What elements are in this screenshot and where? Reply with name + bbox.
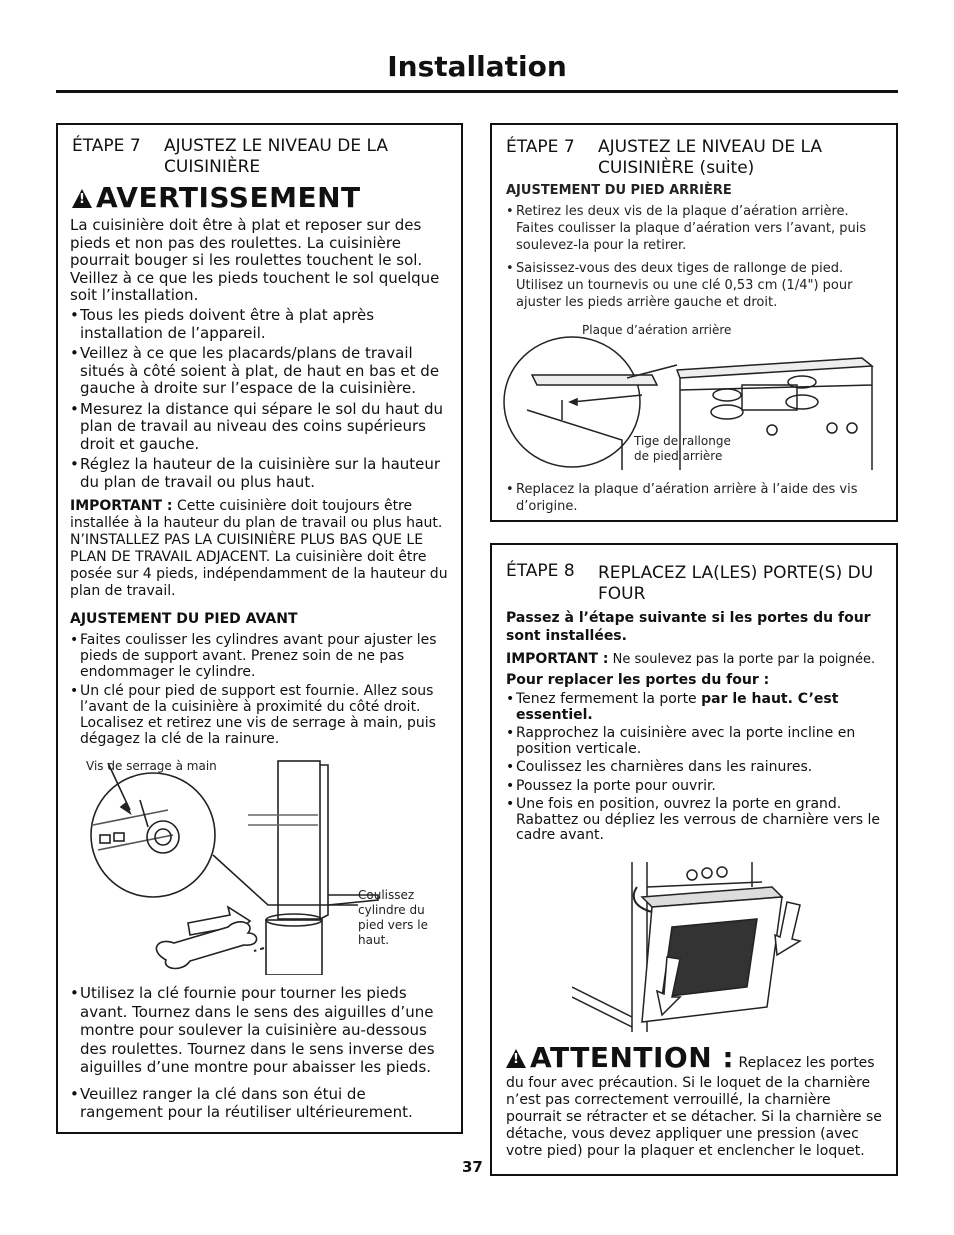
intro-text: La cuisinière doit être à plat et reposer sur des pieds et non pas des roulettes. La cuisinière pourrait bouger si les roulettes touchent le sol. Veillez à ce que les pieds touchent le sol quelque soit l’installation.	[70, 216, 440, 304]
list-item: • Veillez à ce que les placards/plans de travail situés à côté soient à plat, de haut en bas et de gauche à droite sur l’espace de la cuisinière.	[70, 345, 452, 398]
important-text: Cette cuisinière doit toujours être installée à la hauteur du plan de travail ou plus haut. N’INSTALLEZ PAS LA CUISINIÈRE PLUS BAS QUE LE PLAN DE TRAVAIL ADJACENT. La cuisinière doit être posée sur 4 pieds, indépendamment de la hauteur du plan de travail.	[70, 498, 448, 599]
step7-left-panel	[56, 123, 463, 1134]
step-number: ÉTAPE 7	[72, 136, 141, 156]
front-bullet-list	[70, 632, 452, 747]
warning-heading	[72, 181, 361, 214]
oven-door-illustration	[572, 857, 822, 1032]
list-item: • Coulissez les charnières dans les rainures.	[506, 760, 888, 776]
warning-icon	[72, 189, 92, 208]
rear-foot-subhead: AJUSTEMENT DU PIED ARRIÈRE	[506, 183, 732, 198]
important-label: IMPORTANT :	[506, 651, 609, 667]
door-bullet-list	[506, 692, 888, 844]
list-item	[506, 692, 888, 723]
list-item: • Tous les pieds doivent être à plat après installation de l’appareil.	[70, 307, 452, 342]
bullet-text: Tenez fermement la porte	[516, 691, 702, 707]
step-title: AJUSTEZ LE NIVEAU DE LA CUISINIÈRE (suite)	[598, 137, 822, 178]
bullet-list	[70, 307, 452, 491]
page-number: 37	[462, 1158, 483, 1176]
rear-bullet-list	[506, 203, 888, 311]
list-item: • Réglez la hauteur de la cuisinière sur la hauteur du plan de travail ou plus haut.	[70, 456, 452, 491]
step-title: REPLACEZ LA(LES) PORTE(S) DU FOUR	[598, 563, 874, 604]
attention-title: ATTENTION :	[530, 1041, 735, 1074]
list-item: • Mesurez la distance qui sépare le sol du haut du plan de travail au niveau des coins supérieurs droit et gauche.	[70, 401, 452, 454]
list-item: • Replacez la plaque d’aération arrière à l’aide des vis d’origine.	[506, 481, 888, 515]
front-foot-subhead: AJUSTEMENT DU PIED AVANT	[70, 611, 298, 627]
important-note	[506, 651, 886, 668]
front-foot-illustration	[78, 755, 448, 975]
warning-title: AVERTISSEMENT	[96, 181, 361, 214]
list-item: • Utilisez la clé fournie pour tourner les pieds avant. Tournez dans le sens des aiguilles d’une montre pour soulever la cuisinière au-dessous des roulettes. Tournez dans le sens inverse des aiguilles d’une montre pour abaisser les pieds.	[70, 984, 452, 1077]
step-number: ÉTAPE 7	[506, 137, 575, 157]
title-rule	[56, 90, 898, 93]
caption-rear-vent: Plaque d’aération arrière	[582, 323, 732, 337]
bottom-bullet-list	[70, 984, 452, 1122]
bullet-bold-text: par le haut. C’est essentiel.	[516, 691, 839, 723]
important-note	[70, 498, 452, 600]
attention-text: du four avec précaution. Si le loquet de la charnière n’est pas correctement verrouillé, la charnière pourrait se rétracter et se détacher. Si la charnière se détache, vous devez appliquer une pression (avec votre pied) pour la plaquer et enclencher le loquet.	[506, 1075, 882, 1159]
replace-label: Pour replacer les portes du four :	[506, 672, 770, 688]
list-item: • Faites coulisser les cylindres avant pour ajuster les pieds de support avant. Prenez soin de ne pas endommager le cylindre.	[70, 632, 452, 680]
list-item: • Veuillez ranger la clé dans son étui de rangement pour la réutiliser ultérieurement.	[70, 1085, 452, 1122]
caption-rear-rod: Tige de rallonge de pied arrière	[634, 434, 731, 463]
important-text: Ne soulevez pas la porte par la poignée.	[608, 652, 876, 667]
caption-slide-cylinder: Coulissez cylindre du pied vers le haut.	[358, 888, 428, 947]
caption-thumb-screw: Vis de serrage à main	[86, 759, 217, 773]
list-item: • Retirez les deux vis de la plaque d’aération arrière. Faites coulisser la plaque d’aération vers l’avant, puis soulevez-la pour la retirer.	[506, 203, 888, 254]
step7-rear-panel	[490, 123, 898, 522]
list-item: • Poussez la porte pour ouvrir.	[506, 779, 888, 795]
rear-vent-illustration	[502, 330, 892, 470]
step-number: ÉTAPE 8	[506, 561, 575, 581]
page-title: Installation	[387, 50, 567, 83]
list-item: • Saisissez-vous des deux tiges de rallonge de pied. Utilisez un tournevis ou une clé 0,53 cm (1/4") pour ajuster les pieds arrière gauche et droit.	[506, 260, 888, 311]
step-title: AJUSTEZ LE NIVEAU DE LA CUISINIÈRE	[164, 136, 388, 177]
step8-panel	[490, 543, 898, 1176]
important-label: IMPORTANT :	[70, 498, 173, 514]
attention-heading	[506, 1041, 875, 1074]
list-item: • Un clé pour pied de support est fournie. Allez sous l’avant de la cuisinière à proximité du côté droit. Localisez et retirez une vis de serrage à main, puis dégagez la clé de la rainure.	[70, 683, 452, 747]
warning-icon	[506, 1049, 526, 1068]
rear-last-bullet	[506, 481, 888, 515]
list-item: • Rapprochez la cuisinière avec la porte incline en position verticale.	[506, 726, 888, 757]
skip-note: Passez à l’étape suivante si les portes du four sont installées.	[506, 610, 871, 644]
list-item: • Une fois en position, ouvrez la porte en grand. Rabattez ou dépliez les verrous de charnière vers le cadre avant.	[506, 797, 888, 844]
attention-lead: Replacez les portes	[734, 1055, 875, 1071]
